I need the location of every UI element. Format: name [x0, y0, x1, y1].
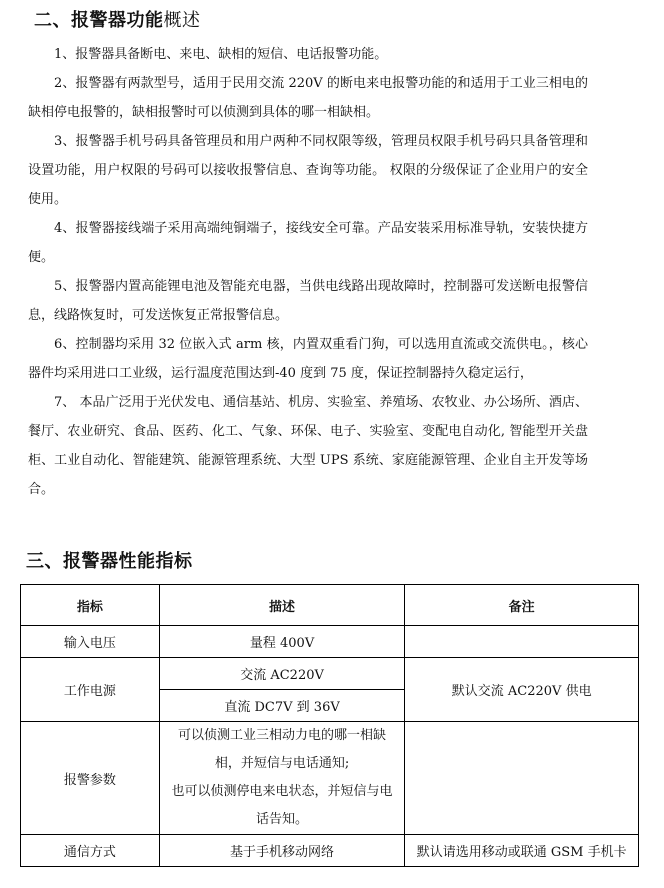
cell-power-ac: 交流 AC220V [159, 658, 405, 690]
header-description: 描述 [159, 585, 405, 626]
spec-table [20, 584, 639, 867]
feature-paragraph-2: 2、报警器有两款型号，适用于民用交流 220V 的断电来电报警功能的和适用于工业三相电的缺相停电报警的，缺相报警时可以侦测到具体的哪一相缺相。 [28, 76, 588, 120]
alarm-desc-line-4: 话告知。 [256, 812, 309, 827]
feature-paragraph-3: 3、报警器手机号码具备管理员和用户两种不同权限等级，管理员权限手机号码只具备管理和设置功能，用户权限的号码可以接收报警信息、查询等功能。 权限的分级保证了企业用户的安全使用。 [28, 134, 588, 207]
header-indicator: 指标 [21, 585, 160, 626]
feature-paragraph-4: 4、报警器接线端子采用高端纯铜端子，接线安全可靠。产品安装采用标准导轨，安装快捷方便。 [28, 221, 588, 265]
feature-paragraphs [28, 40, 588, 504]
alarm-desc-line-1: 可以侦测工业三相动力电的哪一相缺 [178, 728, 387, 743]
cell-power-label: 工作电源 [21, 658, 160, 722]
section-heading-features [34, 6, 201, 32]
alarm-desc-line-2: 相，并短信与电话通知; [214, 756, 350, 771]
alarm-desc-line-3: 也可以侦测停电来电状态，并短信与电 [171, 784, 393, 799]
section-heading-features-bold: 二、报警器功能 [34, 10, 164, 31]
table-row-power-ac [21, 658, 639, 690]
feature-paragraph-1: 1、报警器具备断电、来电、缺相的短信、电话报警功能。 [54, 47, 388, 62]
cell-alarm-label: 报警参数 [21, 722, 160, 835]
table-header-row [21, 585, 639, 626]
cell-comm-label: 通信方式 [21, 835, 160, 867]
cell-comm-note: 默认请选用移动或联通 GSM 手机卡 [405, 835, 639, 867]
cell-alarm-desc [159, 722, 405, 835]
feature-paragraph-7: 7、 本品广泛用于光伏发电、通信基站、机房、实验室、养殖场、农牧业、办公场所、酒店、餐厅、农业研究、食品、医药、化工、气象、环保、电子、实验室、变配电自动化, 智能型开关盘柜、工业自动化、智能建筑、能源管理系统、大型 UPS 系统、家庭能源管理、企业自主开发等场合。 [28, 395, 588, 497]
section-heading-features-rest: 概述 [163, 10, 201, 31]
table-row-input-voltage [21, 626, 639, 658]
table-row-comm [21, 835, 639, 867]
cell-power-note: 默认交流 AC220V 供电 [405, 658, 639, 722]
feature-paragraph-5: 5、报警器内置高能锂电池及智能充电器，当供电线路出现故障时，控制器可发送断电报警信息，线路恢复时，可发送恢复正常报警信息。 [28, 279, 588, 323]
cell-comm-desc: 基于手机移动网络 [159, 835, 405, 867]
cell-power-dc: 直流 DC7V 到 36V [159, 690, 405, 722]
cell-input-voltage-label: 输入电压 [21, 626, 160, 658]
header-remarks: 备注 [405, 585, 639, 626]
cell-input-voltage-desc: 量程 400V [159, 626, 405, 658]
feature-paragraph-6: 6、控制器均采用 32 位嵌入式 arm 核，内置双重看门狗，可以选用直流或交流供电。，核心器件均采用进口工业级，运行温度范围达到-40 度到 75 度，保证控制器持久稳定运行， [28, 337, 588, 381]
cell-alarm-note [405, 722, 639, 835]
table-row-alarm [21, 722, 639, 835]
cell-input-voltage-note [405, 626, 639, 658]
section-heading-specs: 三、报警器性能指标 [26, 551, 193, 572]
